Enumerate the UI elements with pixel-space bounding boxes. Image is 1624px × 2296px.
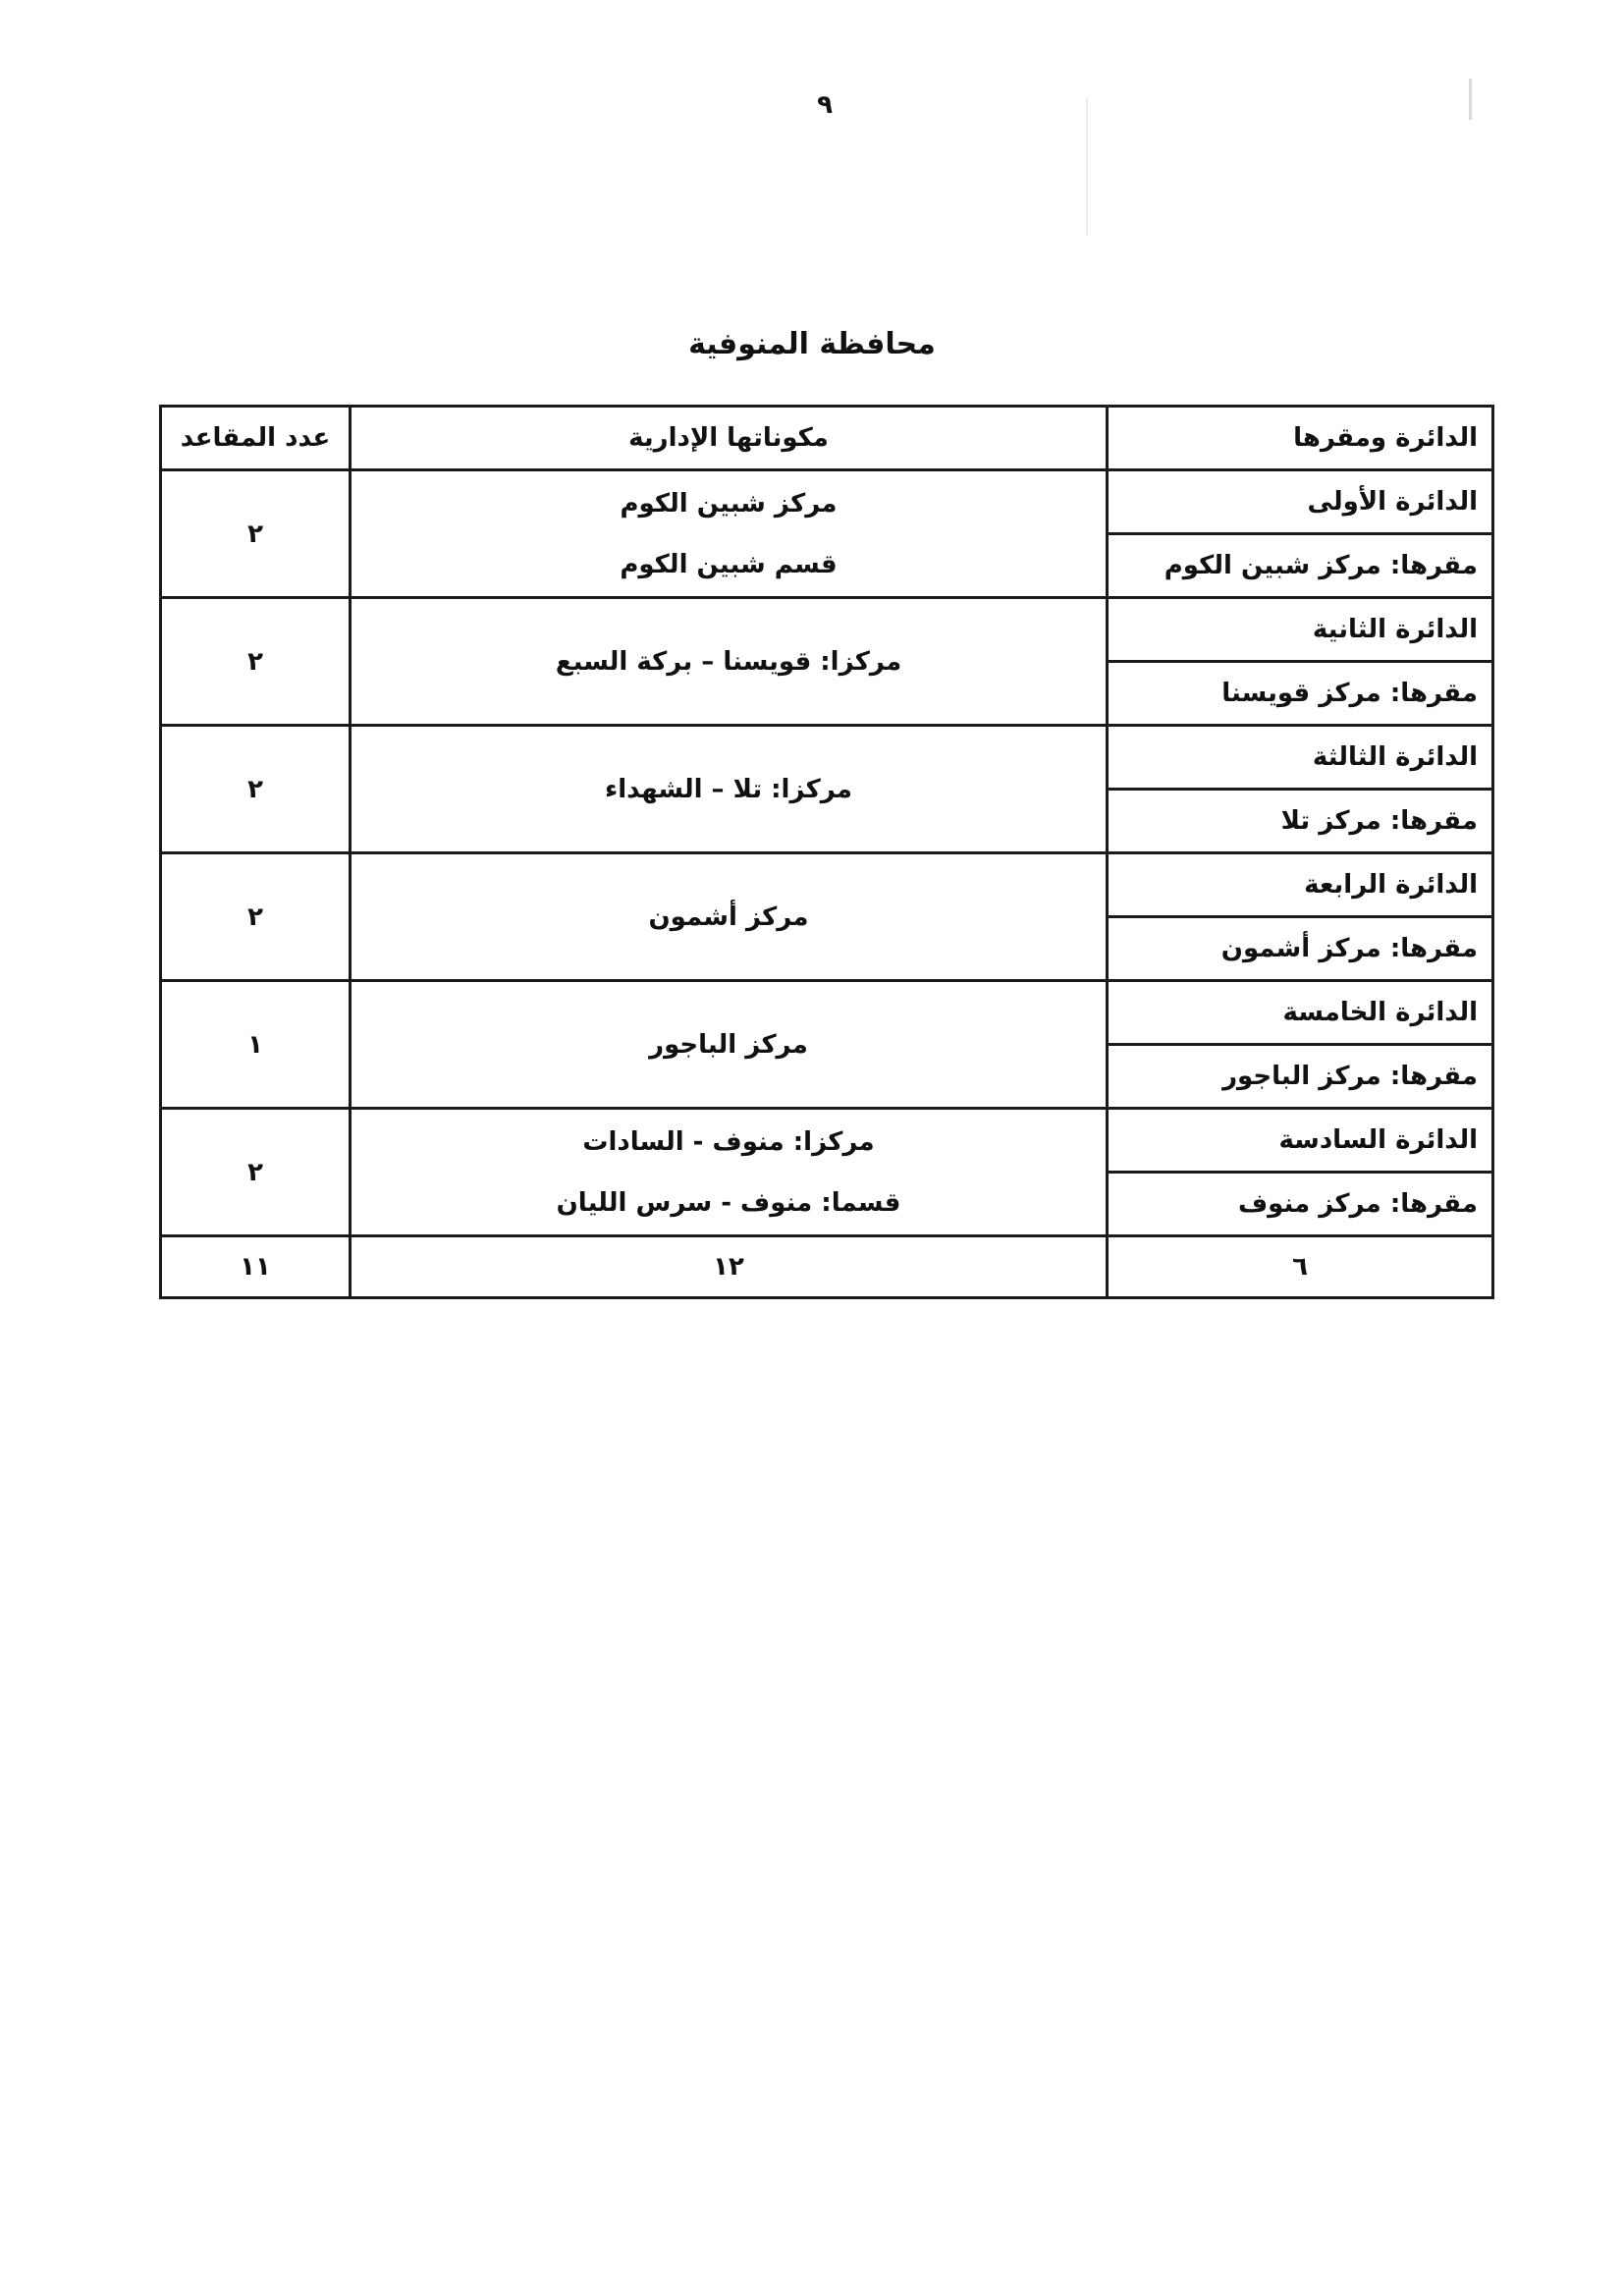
district-seats: ٢ [161, 470, 351, 598]
district-components [351, 470, 1108, 598]
district-components [351, 981, 1108, 1109]
district-seats: ٢ [161, 1109, 351, 1236]
district-hq: مقرها: مركز شبين الكوم [1108, 534, 1493, 598]
district-name: الدائرة الثانية [1108, 598, 1493, 662]
district-seats: ٢ [161, 598, 351, 726]
table-row [161, 598, 1493, 662]
scan-mark-right [1469, 79, 1472, 120]
component-line: مركزا: منوف - السادات [582, 1126, 875, 1157]
district-hq: مقرها: مركز الباجور [1108, 1045, 1493, 1109]
district-components [351, 598, 1108, 726]
district-hq: مقرها: مركز تلا [1108, 790, 1493, 853]
component-line: قسما: منوف - سرس الليان [556, 1187, 901, 1218]
district-hq: مقرها: مركز منوف [1108, 1173, 1493, 1236]
totals-row [161, 1236, 1493, 1298]
header-components: مكوناتها الإدارية [351, 407, 1108, 470]
district-name: الدائرة الثالثة [1108, 726, 1493, 790]
header-seats: عدد المقاعد [161, 407, 351, 470]
table-row [161, 853, 1493, 917]
table-header-row [161, 407, 1493, 470]
scan-mark-center [1086, 98, 1088, 236]
district-name: الدائرة السادسة [1108, 1109, 1493, 1173]
district-components [351, 726, 1108, 853]
district-hq: مقرها: مركز قويسنا [1108, 662, 1493, 726]
district-seats: ١ [161, 981, 351, 1109]
component-line: قسم شبين الكوم [620, 549, 838, 579]
component-line: مركز الباجور [649, 1029, 808, 1060]
component-line: مركز أشمون [648, 902, 809, 932]
table-row [161, 981, 1493, 1045]
district-name: الدائرة الخامسة [1108, 981, 1493, 1045]
page-title: محافظة المنوفية [688, 327, 936, 361]
total-components: ١٢ [351, 1236, 1108, 1298]
table-row [161, 1109, 1493, 1173]
total-districts: ٦ [1108, 1236, 1493, 1298]
header-district: الدائرة ومقرها [1108, 407, 1493, 470]
component-line: مركزا: قويسنا – بركة السبع [555, 646, 902, 677]
district-seats: ٢ [161, 853, 351, 981]
table-row [161, 470, 1493, 534]
table-row [161, 726, 1493, 790]
page-number: ٩ [817, 90, 833, 120]
district-components [351, 1109, 1108, 1236]
district-name: الدائرة الرابعة [1108, 853, 1493, 917]
districts-table [159, 405, 1494, 1299]
district-seats: ٢ [161, 726, 351, 853]
district-components [351, 853, 1108, 981]
district-hq: مقرها: مركز أشمون [1108, 917, 1493, 981]
total-seats: ١١ [161, 1236, 351, 1298]
component-line: مركزا: تلا – الشهداء [604, 774, 853, 804]
component-line: مركز شبين الكوم [620, 488, 838, 519]
district-name: الدائرة الأولى [1108, 470, 1493, 534]
